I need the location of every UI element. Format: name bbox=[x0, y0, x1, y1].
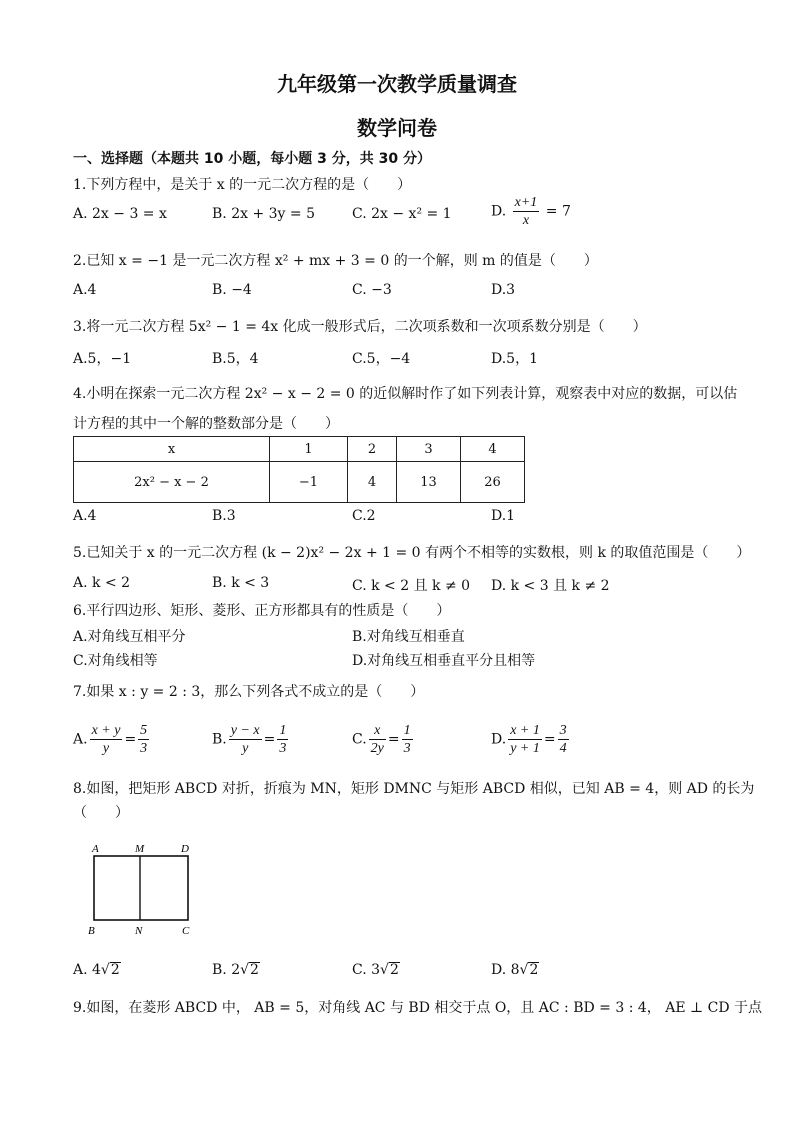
table-cell: 4 bbox=[461, 437, 525, 462]
q4-value-table bbox=[73, 436, 525, 503]
q7-option-b: B. $\frac{y - x}{y}$ = $\frac{1}{3}$ bbox=[212, 723, 287, 756]
option-label: A. 4 bbox=[73, 962, 101, 978]
rectangle-abcd bbox=[94, 856, 188, 920]
option-label: C. 3 bbox=[352, 962, 381, 978]
q6-stem: 6.平行四边形、矩形、菱形、正方形都具有的性质是（ ） bbox=[73, 603, 451, 619]
fraction-denominator: 3 bbox=[279, 741, 287, 756]
q5-option-c: C. k < 2 且 k ≠ 0 bbox=[352, 578, 471, 594]
fraction bbox=[138, 722, 149, 757]
vertex-label-d: D bbox=[181, 843, 189, 855]
fraction bbox=[277, 722, 288, 757]
q8-option-d bbox=[491, 962, 539, 978]
q6-option-b: B.对角线互相垂直 bbox=[352, 629, 465, 645]
q3-option-a: A.5，−1 bbox=[73, 351, 132, 367]
q1-option-d-fraction bbox=[513, 194, 540, 229]
sqrt-symbol: √ bbox=[519, 962, 529, 978]
fraction-numerator: 1 bbox=[403, 723, 411, 738]
table-row bbox=[74, 462, 525, 503]
section-heading: 一、选择题（本题共 10 小题，每小题 3 分，共 30 分） bbox=[73, 151, 431, 167]
table-cell: 2 bbox=[348, 437, 397, 462]
q3-option-b: B.5，4 bbox=[212, 351, 259, 367]
fraction-numerator: 3 bbox=[559, 723, 567, 738]
fraction-denominator: y bbox=[102, 741, 110, 756]
q5-option-b: B. k < 3 bbox=[212, 575, 270, 591]
q8-option-c bbox=[352, 962, 400, 978]
q4-option-b: B.3 bbox=[212, 508, 236, 524]
fraction bbox=[402, 722, 413, 757]
table-cell: 4 bbox=[348, 462, 397, 503]
q2-option-b: B. −4 bbox=[212, 282, 252, 298]
q1-option-d-rhs: = 7 bbox=[545, 203, 571, 220]
fraction-numerator: x bbox=[369, 722, 386, 740]
q6-option-c: C.对角线相等 bbox=[73, 653, 158, 669]
radicand: 2 bbox=[529, 962, 539, 978]
q8-stem-line1: 8.如图，把矩形 ABCD 对折，折痕为 MN，矩形 DMNC 与矩形 ABCD 相似，已知 AB = 4，则 AD 的长为 bbox=[73, 781, 755, 797]
fraction-numerator: x+1 bbox=[514, 195, 538, 210]
fraction-numerator: x + y bbox=[91, 723, 121, 738]
fraction-denominator: x bbox=[522, 213, 530, 228]
q3-stem: 3.将一元二次方程 5x² − 1 = 4x 化成一般形式后，二次项系数和一次项系数分别是（ ） bbox=[73, 319, 647, 335]
fraction-denominator: 2y bbox=[370, 741, 384, 756]
q1-stem: 1.下列方程中，是关于 x 的一元二次方程的是（ ） bbox=[73, 177, 412, 193]
q2-option-a: A.4 bbox=[73, 282, 97, 298]
option-label: A. bbox=[73, 731, 88, 748]
table-cell: 2x² − x − 2 bbox=[74, 462, 270, 503]
radicand: 2 bbox=[389, 962, 399, 978]
fraction bbox=[508, 722, 542, 757]
fraction-denominator: 3 bbox=[140, 741, 148, 756]
q3-option-c: C.5，−4 bbox=[352, 351, 411, 367]
q8-option-b bbox=[212, 962, 260, 978]
q8-option-a bbox=[73, 962, 121, 978]
sqrt-symbol: √ bbox=[100, 962, 110, 978]
table-cell: 13 bbox=[397, 462, 461, 503]
fraction-denominator: y + 1 bbox=[510, 741, 540, 756]
fraction bbox=[558, 722, 569, 757]
q1-option-b: B. 2x + 3y = 5 bbox=[212, 206, 315, 222]
q2-option-d: D.3 bbox=[491, 282, 516, 298]
sqrt-symbol: √ bbox=[380, 962, 389, 978]
vertex-label-c: C bbox=[182, 925, 190, 937]
exam-subtitle: 数学问卷 bbox=[357, 116, 437, 140]
radicand: 2 bbox=[110, 962, 120, 978]
q3-option-d: D.5，1 bbox=[491, 351, 538, 367]
radicand: 2 bbox=[250, 962, 259, 978]
q8-stem-line2: （ ） bbox=[73, 805, 129, 821]
q5-stem: 5.已知关于 x 的一元二次方程 (k − 2)x² − 2x + 1 = 0 有两个不相等的实数根，则 k 的取值范围是（ ） bbox=[73, 545, 751, 561]
q2-option-c: C. −3 bbox=[352, 282, 392, 298]
fraction-numerator: x + 1 bbox=[510, 723, 540, 738]
vertex-label-a: A bbox=[92, 843, 99, 855]
q6-option-a: A.对角线互相平分 bbox=[73, 629, 186, 645]
fraction bbox=[229, 722, 262, 757]
q4-option-c: C.2 bbox=[352, 508, 376, 524]
option-label: B. 2 bbox=[212, 962, 241, 978]
q4-stem-line2: 计方程的其中一个解的整数部分是（ ） bbox=[73, 416, 339, 432]
vertex-label-n: N bbox=[135, 925, 143, 937]
option-label: C. bbox=[352, 731, 367, 748]
q9-stem: 9.如图，在菱形 ABCD 中， AB = 5，对角线 AC 与 BD 相交于点 O，且 AC : BD = 3 : 4， AE ⊥ CD 于点 bbox=[73, 1000, 762, 1016]
fraction bbox=[90, 722, 123, 757]
q2-stem: 2.已知 x = −1 是一元二次方程 x² + mx + 3 = 0 的一个解，则 m 的值是（ ） bbox=[73, 253, 598, 269]
q6-option-d: D.对角线互相垂直平分且相等 bbox=[352, 653, 536, 669]
table-cell: −1 bbox=[270, 462, 348, 503]
fraction-numerator: y − x bbox=[230, 723, 260, 738]
option-label: D. 8 bbox=[491, 962, 520, 978]
vertex-label-b: B bbox=[88, 925, 95, 937]
table-cell: 26 bbox=[461, 462, 525, 503]
q5-option-d: D. k < 3 且 k ≠ 2 bbox=[491, 578, 610, 594]
q7-option-c: C. $\frac{x}{2y}$ = $\frac{1}{3}$ bbox=[352, 723, 411, 756]
table-cell: 1 bbox=[270, 437, 348, 462]
q4-stem-line1: 4.小明在探索一元二次方程 2x² − x − 2 = 0 的近似解时作了如下列表计算，观察表中对应的数据，可以估 bbox=[73, 386, 738, 402]
q4-option-a: A.4 bbox=[73, 508, 97, 524]
q5-option-a: A. k < 2 bbox=[73, 575, 131, 591]
fraction bbox=[369, 722, 386, 757]
q7-option-d: D. $\frac{x + 1}{y + 1}$ = $\frac{3}{4}$ bbox=[491, 723, 567, 756]
rectangle-figure bbox=[82, 840, 202, 940]
table-cell: x bbox=[74, 437, 270, 462]
q1-option-c: C. 2x − x² = 1 bbox=[352, 206, 452, 222]
fraction-numerator: 5 bbox=[140, 723, 148, 738]
q4-option-d: D.1 bbox=[491, 508, 516, 524]
fraction-denominator: y bbox=[242, 741, 249, 756]
sqrt-symbol: √ bbox=[240, 962, 250, 978]
exam-title: 九年级第一次教学质量调查 bbox=[277, 72, 517, 96]
option-label: B. bbox=[212, 731, 227, 748]
table-cell: 3 bbox=[397, 437, 461, 462]
fraction-denominator: 3 bbox=[403, 741, 411, 756]
vertex-label-m: M bbox=[135, 843, 145, 855]
q1-option-d-label: D. bbox=[491, 203, 507, 220]
q1-option-d bbox=[491, 194, 571, 229]
q7-stem: 7.如果 x : y = 2 : 3，那么下列各式不成立的是（ ） bbox=[73, 684, 425, 700]
fraction-denominator: 4 bbox=[559, 741, 567, 756]
table-header-row bbox=[74, 437, 525, 462]
option-label: D. bbox=[491, 731, 507, 748]
fraction-numerator: 1 bbox=[279, 723, 287, 738]
q1-option-a: A. 2x − 3 = x bbox=[73, 206, 167, 222]
q7-option-a: A. $\frac{x + y}{y}$ = $\frac{5}{3}$ bbox=[73, 723, 148, 756]
